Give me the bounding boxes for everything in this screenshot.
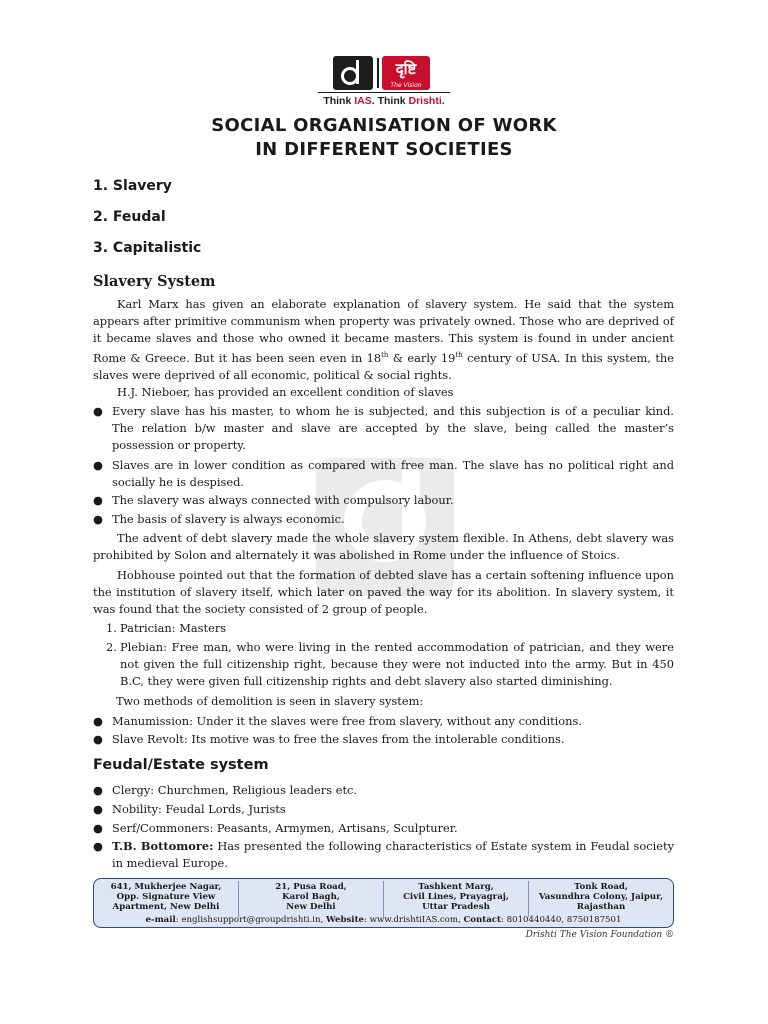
category-capitalistic: 3. Capitalistic [93,240,202,256]
logo-tagline: Think IAS. Think Drishti. [318,92,450,107]
slavery-paragraph-1: Karl Marx has given an elaborate explanation of slavery system. He said that the system appears after primitive communism when property was privately owned. Those who are deprived of it became slaves and those who owned it became masters. This system is found in under ancient Rome & Greece. But it has been seen even in 18th & early 19th century of USA. In this system, the slaves were deprived of all economic, political & social rights. [93,297,674,382]
numbered-item: 2. Plebian: Free man, who were living in the rented accommodation of patrician, and they were not given the full citizenship right, because they were not inducted into the army. But in 450 B.C, they were given full citizenship rights and debt slavery also started diminishing. [106,640,674,688]
list-item: ● The slavery was always connected with compulsory labour. [93,493,454,507]
list-item: ● T.B. Bottomore: Has presented the following characteristics of Estate system in Feudal society in medieval Europe. [93,839,675,870]
logo-hindi-sub: The Vision [390,82,422,89]
category-slavery: 1. Slavery [93,178,172,194]
page-title-line2: IN DIFFERENT SOCIETIES [255,139,513,160]
address-mukherjee-nagar: 641, Mukherjee Nagar, Opp. Signature View Apartment, New Delhi [110,882,222,912]
slavery-section-heading: Slavery System [93,273,216,290]
address-tashkent-marg: Tashkent Marg, Civil Lines, Prayagraj, Uttar Pradesh [383,881,528,917]
list-item: ● Serf/Commoners: Peasants, Armymen, Artisans, Sculpturer. [93,821,458,835]
slavery-paragraph-3: The advent of debt slavery made the whole slavery system flexible. In Athens, debt slavery was prohibited by Solon and alternately it was abolished in Rome under the influence of Stoics. [93,531,674,562]
d-logo-icon [333,56,373,90]
hindi-logo-block [382,56,430,90]
slavery-paragraph-5: Two methods of demolition is seen in slavery system: [116,694,424,708]
list-item: ● Every slave has his master, to whom he is subjected, and this subjection is of a peculiar kind. The relation b/w master and slave are accepted by the slave, being called the master’s possession or property. [93,404,674,452]
list-item: ● Slaves are in lower condition as compared with free man. The slave has no political right and socially he is despised. [93,458,674,489]
logo-hindi-text: दृष्टि [395,60,417,78]
page-title-line1: SOCIAL ORGANISATION OF WORK [211,115,557,136]
footer-brand: Drishti The Vision Foundation ® [525,930,674,940]
list-item: ● Clergy: Churchmen, Religious leaders etc. [93,783,358,797]
slavery-paragraph-2: H.J. Nieboer, has provided an excellent condition of slaves [117,385,454,399]
address-pusa-road: 21, Pusa Road, Karol Bagh, New Delhi [238,881,383,917]
list-item: ● The basis of slavery is always economic. [93,512,345,526]
list-item: ● Nobility: Feudal Lords, Jurists [93,802,286,816]
feudal-section-heading: Feudal/Estate system [93,757,269,773]
drishti-logo [318,56,450,112]
address-tonk-road: Tonk Road, Vasundhra Colony, Jaipur, Rajasthan [528,881,673,917]
contact-line: e-mail: englishsupport@groupdrishti.in, Website: www.drishtiIAS.com, Contact: 8010440440, 8750187501 [145,915,622,925]
address-footer [93,878,674,928]
slavery-paragraph-4: Hobhouse pointed out that the formation of debted slave has a certain softening influence upon the institution of slavery itself, which later on paved the way for its abolition. In slavery system, it was found that the society consisted of 2 group of people. [93,568,674,616]
category-feudal: 2. Feudal [93,209,166,225]
list-item: ● Slave Revolt: Its motive was to free the slaves from the intolerable conditions. [93,732,565,746]
list-item: ● Manumission: Under it the slaves were free from slavery, without any conditions. [93,714,582,728]
numbered-item: 1. Patrician: Masters [106,621,227,635]
